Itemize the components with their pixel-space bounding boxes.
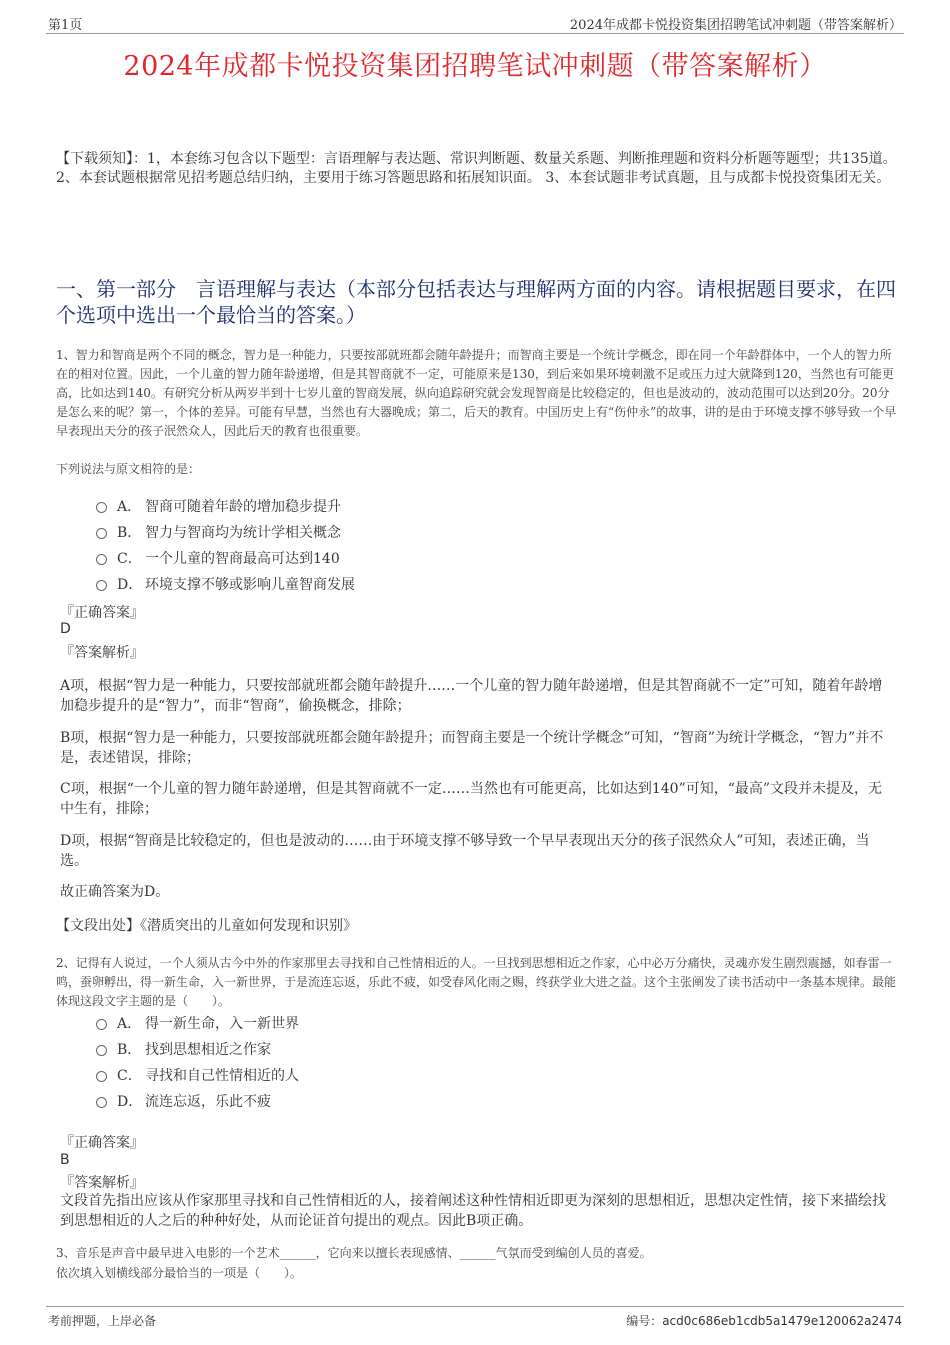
option-text: 找到思想相近之作家 [145,1042,271,1058]
question-1-option-b[interactable] [96,522,341,542]
question-1-analysis-label: 『答案解析』 [60,645,144,661]
radio-icon[interactable] [96,1071,107,1082]
radio-icon[interactable] [96,1045,107,1056]
option-letter: D． [117,1094,143,1110]
question-1-answer: D [60,621,71,637]
question-1-option-a[interactable] [96,496,341,516]
option-letter: D． [117,577,143,593]
footer-code-label: 编号： [626,1314,663,1328]
footer-divider [46,1306,904,1307]
option-text: 环境支撑不够或影响儿童智商发展 [145,577,355,593]
question-3-prompt: 依次填入划横线部分最恰当的一项是（ ）。 [56,1266,303,1280]
question-1-answer-label: 『正确答案』 [60,605,144,621]
question-2-analysis: 文段首先指出应该从作家那里寻找和自己性情相近的人，接着阐述这种性情相近即更为深刻的思想相近，思想决定性情，接下来描绘找到思想相近的人之后的种种好处，从而论证首句提出的观点。因此B项正确。 [60,1193,886,1229]
option-text: 流连忘返，乐此不疲 [145,1094,271,1110]
section-heading: 一、第一部分 言语理解与表达（本部分包括表达与理解两方面的内容。请根据题目要求，在四个选项中选出一个最恰当的答案。） [56,277,896,327]
analysis-paragraph: C项，根据“一个儿童的智力随年龄递增，但是其智商就不一定……当然也有可能更高，比如达到140”可知，“最高”文段并未提及，无中生有，排除； [60,781,883,817]
question-2-stem: 2、记得有人说过，一个人须从古今中外的作家那里去寻找和自己性情相近的人。一旦找到思想相近之作家，心中必万分痛快，灵魂亦发生剧烈震撼，如春雷一鸣，蚕卵孵出，得一新生命，入一新世界，于是流连忘返，乐此不疲，如受春风化雨之赐，终获学业大进之益。这个主张阐发了读书活动中一条基本规律。最能体现这段文字主题的是（ ）。 [56,956,897,1008]
option-letter: A． [117,499,142,515]
analysis-paragraph: D项，根据“智商是比较稳定的，但也是波动的……由于环境支撑不够导致一个早早表现出天分的孩子泯然众人”可知，表述正确，当选。 [60,833,870,869]
question-2-option-d[interactable] [96,1091,271,1111]
question-1-prompt: 下列说法与原文相符的是： [56,462,201,476]
radio-icon[interactable] [96,1019,107,1030]
option-letter: C． [117,551,142,567]
header-divider [46,33,904,34]
analysis-paragraph: B项，根据“智力是一种能力，只要按部就班都会随年龄提升；而智商主要是一个统计学概念”可知，“智商”为统计学概念，“智力”并不是，表述错误，排除； [60,730,884,766]
option-letter: B． [117,1042,142,1058]
analysis-paragraph: A项，根据“智力是一种能力，只要按部就班都会随年龄提升……一个儿童的智力随年龄递增，但是其智商就不一定”可知，随着年龄增加稳步提升的是“智力”，而非“智商”，偷换概念，排除； [60,678,883,714]
option-letter: C． [117,1068,142,1084]
radio-icon[interactable] [96,580,107,591]
footer-slogan: 考前押题，上岸必备 [48,1314,157,1328]
option-letter: A． [117,1016,142,1032]
header-doc-title: 2024年成都卡悦投资集团招聘笔试冲刺题（带答案解析） [569,18,902,33]
footer-code [626,1312,902,1329]
option-text: 寻找和自己性情相近的人 [145,1068,299,1084]
question-1-option-c[interactable] [96,548,340,568]
option-text: 智商可随着年龄的增加稳步提升 [145,499,341,515]
question-2-option-a[interactable] [96,1013,299,1033]
question-2-option-c[interactable] [96,1065,299,1085]
question-1-option-d[interactable] [96,574,355,594]
download-notice: 【下载须知】：1，本套练习包含以下题型：言语理解与表达题、常识判断题、数量关系题、判断推理题和资料分析题等题型；共135道。 2、本套试题根据常见招考题总结归纳，主要用于练习答题思路和拓展知识面。 3、本套试题非考试真题，且与成都卡悦投资集团无关。 [56,151,897,186]
option-text: 智力与智商均为统计学相关概念 [145,525,341,541]
question-2-answer-label: 『正确答案』 [60,1135,144,1151]
analysis-conclusion: 故正确答案为D。 [60,884,170,900]
document-title: 2024年成都卡悦投资集团招聘笔试冲刺题（带答案解析） [123,51,827,82]
radio-icon[interactable] [96,1097,107,1108]
radio-icon[interactable] [96,554,107,565]
question-2-option-b[interactable] [96,1039,271,1059]
question-1-source: 【文段出处】《潜质突出的儿童如何发现和识别》 [56,918,357,934]
footer-code-value: acd0c686eb1cdb5a1479e120062a2474 [662,1314,902,1328]
option-text: 得一新生命，入一新世界 [145,1016,299,1032]
question-2-answer: B [60,1152,70,1168]
question-1-stem: 1、智力和智商是两个不同的概念，智力是一种能力，只要按部就班都会随年龄提升；而智商主要是一个统计学概念，即在同一个年龄群体中，一个人的智力所在的相对位置。因此，一个儿童的智力随年龄递增，但是其智商就不一定，可能原来是130，到后来如果环境刺激不足或压力过大就降到120，当然也有可能更高，比如达到140。有研究分析从两岁半到十七岁儿童的智商发展，纵向追踪研究就会发现智商是比较稳定的，但也是波动的，波动范围可以达到20分。20分是怎么来的呢？第一，个体的差异。可能有早慧，当然也有大器晚成；第二，后天的教育。中国历史上有“伤仲永”的故事，讲的是由于环境支撑不够导致一个早早表现出天分的孩子泯然众人，因此后天的教育也很重要。 [56,348,897,438]
radio-icon[interactable] [96,502,107,513]
radio-icon[interactable] [96,528,107,539]
option-text: 一个儿童的智商最高可达到140 [145,551,340,567]
option-letter: B． [117,525,142,541]
question-3-stem: 3、音乐是声音中最早进入电影的一个艺术______，它向来以擅长表现感情、______气氛而受到编创人员的喜爱。 [56,1246,652,1260]
question-2-analysis-label: 『答案解析』 [60,1175,144,1191]
page-number: 第1页 [48,18,83,33]
